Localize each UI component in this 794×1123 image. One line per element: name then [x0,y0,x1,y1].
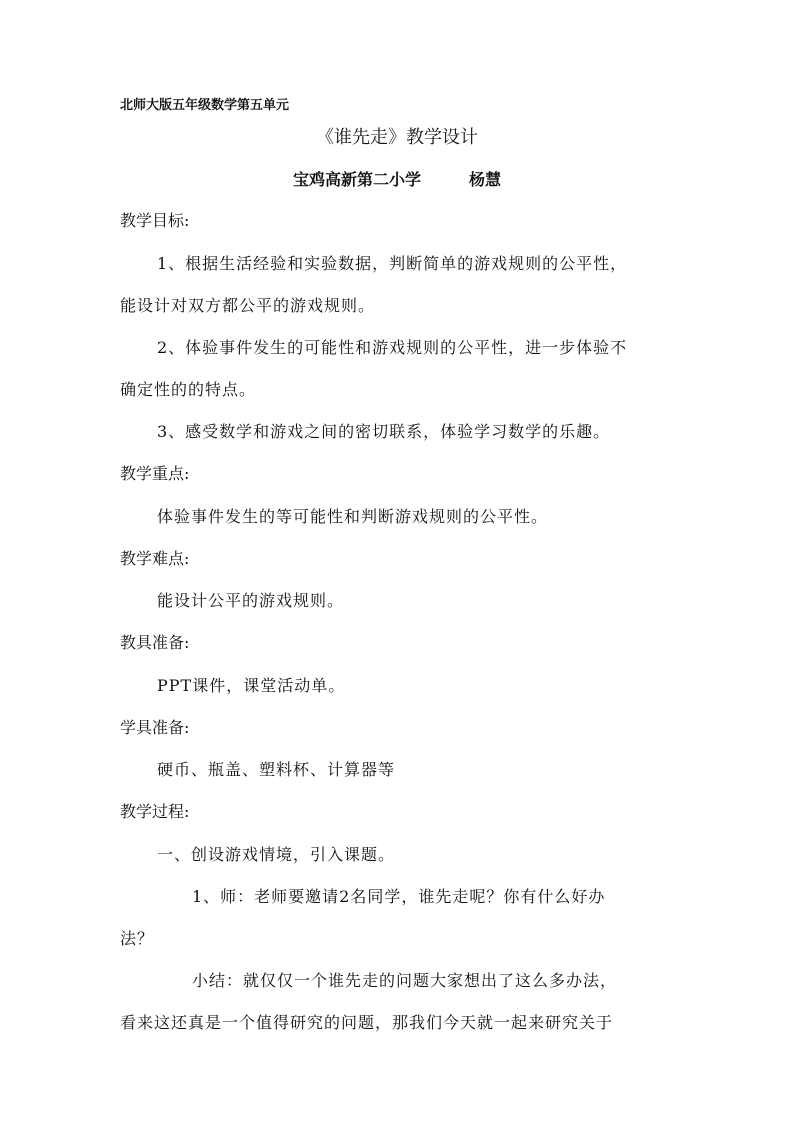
section-1-heading: 一、创设游戏情境，引入课题。 [157,845,396,864]
summary-line-1: 小结：就仅仅一个谁先走的问题大家想出了这么多办法， [192,971,618,990]
step-1-line-1: 1、师：老师要邀请2名同学，谁先走呢？你有什么好办 [192,887,606,906]
teacher-prep-text: PPT课件，课堂活动单。 [157,676,346,695]
objective-3: 3、感受数学和游戏之间的密切联系，体验学习数学的乐趣。 [157,422,611,441]
objective-2-line-2: 确定性的的特点。 [120,380,257,399]
key-points-heading: 教学重点: [120,464,190,483]
student-prep-text: 硬币、瓶盖、塑料杯、计算器等 [157,760,396,779]
difficulty-text: 能设计公平的游戏规则。 [157,591,345,610]
unit-series-label: 北师大版五年级数学第五单元 [120,98,290,113]
author-line [0,170,794,190]
objective-1-line-1: 1、根据生活经验和实验数据，判断简单的游戏规则的公平性， [157,254,628,273]
teacher-prep-heading: 教具准备: [120,633,190,652]
objective-1-line-2: 能设计对双方都公平的游戏规则。 [120,296,376,315]
step-1-line-2: 法？ [120,929,155,948]
school-name: 宝鸡高新第二小学 [292,170,421,189]
process-heading: 教学过程: [120,802,190,821]
author-name: 杨慧 [469,170,502,189]
student-prep-heading: 学具准备: [120,718,190,737]
objective-2-line-1: 2、体验事件发生的可能性和游戏规则的公平性，进一步体验不 [157,338,628,357]
difficulty-heading: 教学难点: [120,549,190,568]
key-points-text: 体验事件发生的等可能性和判断游戏规则的公平性。 [157,507,549,526]
summary-line-2: 看来这还真是一个值得研究的问题，那我们今天就一起来研究关于 [120,1013,614,1032]
objectives-heading: 教学目标: [120,211,190,230]
lesson-title: 《谁先走》教学设计 [316,127,478,148]
